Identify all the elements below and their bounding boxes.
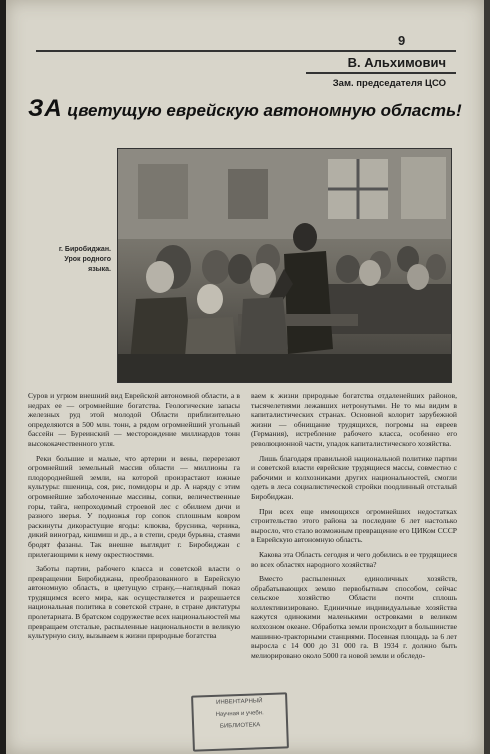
paragraph: Какова эта Область сегодня и чего добились в ее трудящиеся во всех областях народного хозяйства? [251, 549, 457, 569]
article-column-right [251, 391, 457, 665]
library-stamp [191, 692, 289, 751]
paragraph: Суров и угрюм внешний вид Еврейской автономной области, а в недрах ее — огромнейшие богатства. Геологические запасы железных руд этой молодой Области приблизительно определяются в 500 млн. тонн, а рядом огромнейший угольный бассейн — Буреинский — месторождение миллиардов тонн высококачественного угля. [28, 391, 240, 448]
caption-line: языка. [88, 266, 111, 273]
photo-caption [39, 245, 111, 275]
journal-page [6, 0, 484, 754]
page-number: 9 [398, 33, 406, 48]
paragraph: Заботы партии, рабочего класса и советской власти о превращении Биробиджана, преобразованного в Еврейскую автономную область, в цветущую страну,—наглядный показ трудящимся всего мира, как осуществляется и разрешается национальная политика в советской стране, в стране диктатуры пролетариата. В братском содружестве всех национальностей мы превращаем отсталые, распыленные национальности в великую культурную силу, вызываем к жизни природные богатства [28, 564, 240, 641]
stamp-line: ИНВЕНТАРНЫЙ [215, 698, 263, 706]
article-column-left [28, 391, 240, 646]
paragraph: Вместо распыленных единоличных хозяйств, обрабатывающих землю первобытным способом, сейчас сельское хозяйство Области почти сплошь коллективизировано. Единичные индивидуальные хозяйства кажутся одинокими маленькими островками в великом колхозном океане. Обработка земли происходит в большинстве машинно-тракторными станциями. Посевная площадь за 6 лет выросла с 14 000 до 31 000 га. В 1934 г. должно быть мелиорировано около 5000 га новой земли и обследо- [251, 574, 457, 660]
header-rule [36, 50, 456, 52]
paragraph: При всех еще имеющихся огромнейших недостатках строительство этого района за последние 6 лет настолько выросло, что стало возможным превращение его ЦИКом СССР в Еврейскую автономную область. [251, 506, 457, 545]
article-title [28, 95, 468, 123]
page-edge [484, 0, 490, 754]
title-prefix: ЗА [28, 95, 63, 122]
author-role: Зам. председателя ЦСО [332, 78, 446, 89]
author-rule [306, 72, 456, 74]
paragraph: Лишь благодаря правильной национальной политике партии и советской власти еврейские трудящиеся массы, совместно с рабочими и колхозниками других национальностей, смогли одеть в леса социалистической стройки поодлинный отсталый Биробиджан. [251, 453, 457, 501]
stamp-line: БИБЛИОТЕКА [219, 722, 261, 730]
stamp-line: Научная и учебн. [215, 710, 264, 718]
caption-line: г. Биробиджан. [58, 246, 111, 253]
article-author: В. Альхимович [347, 55, 446, 70]
classroom-photo [117, 148, 452, 383]
caption-line: Урок родного [64, 256, 111, 263]
title-main: цветущую еврейскую автономную область! [67, 101, 462, 120]
paragraph: ваем к жизни природные богатства отдаленейших районов, тысячелетиями лежавших нетронутыми. Не то мы видим в капиталистических странах. Основной колорит зарубежной жизни — обнищание трудящихся, погромы на евреев (Германия), истребление рабочего класса, особенно его революционной части, упадок капиталистического хозяйства. [251, 391, 457, 448]
paragraph: Реки большие и малые, что артерии и вены, перерезают огромнейший земельный массив области — миллионы га плодороднейшей земли, на которой произрастают южные культуры: пшеница, соя, рис, помидоры и др. А наряду с этим огромнейшие заболоченные массивы, сопки, величественные горы, тайга, непроходимый строевой лес с обилием дичи и разного зверья. У подножья гор сопок сплошным ковром раскинуты дикорастущие ягоды: клюква, брусника, черника, дикий виноград, кишмиш и др., а в степи, среди бурьяна, стаями бродят фазаны. Так внешне выглядит г. Биробиджан с прилегающими к нему окрестностями. [28, 453, 240, 559]
